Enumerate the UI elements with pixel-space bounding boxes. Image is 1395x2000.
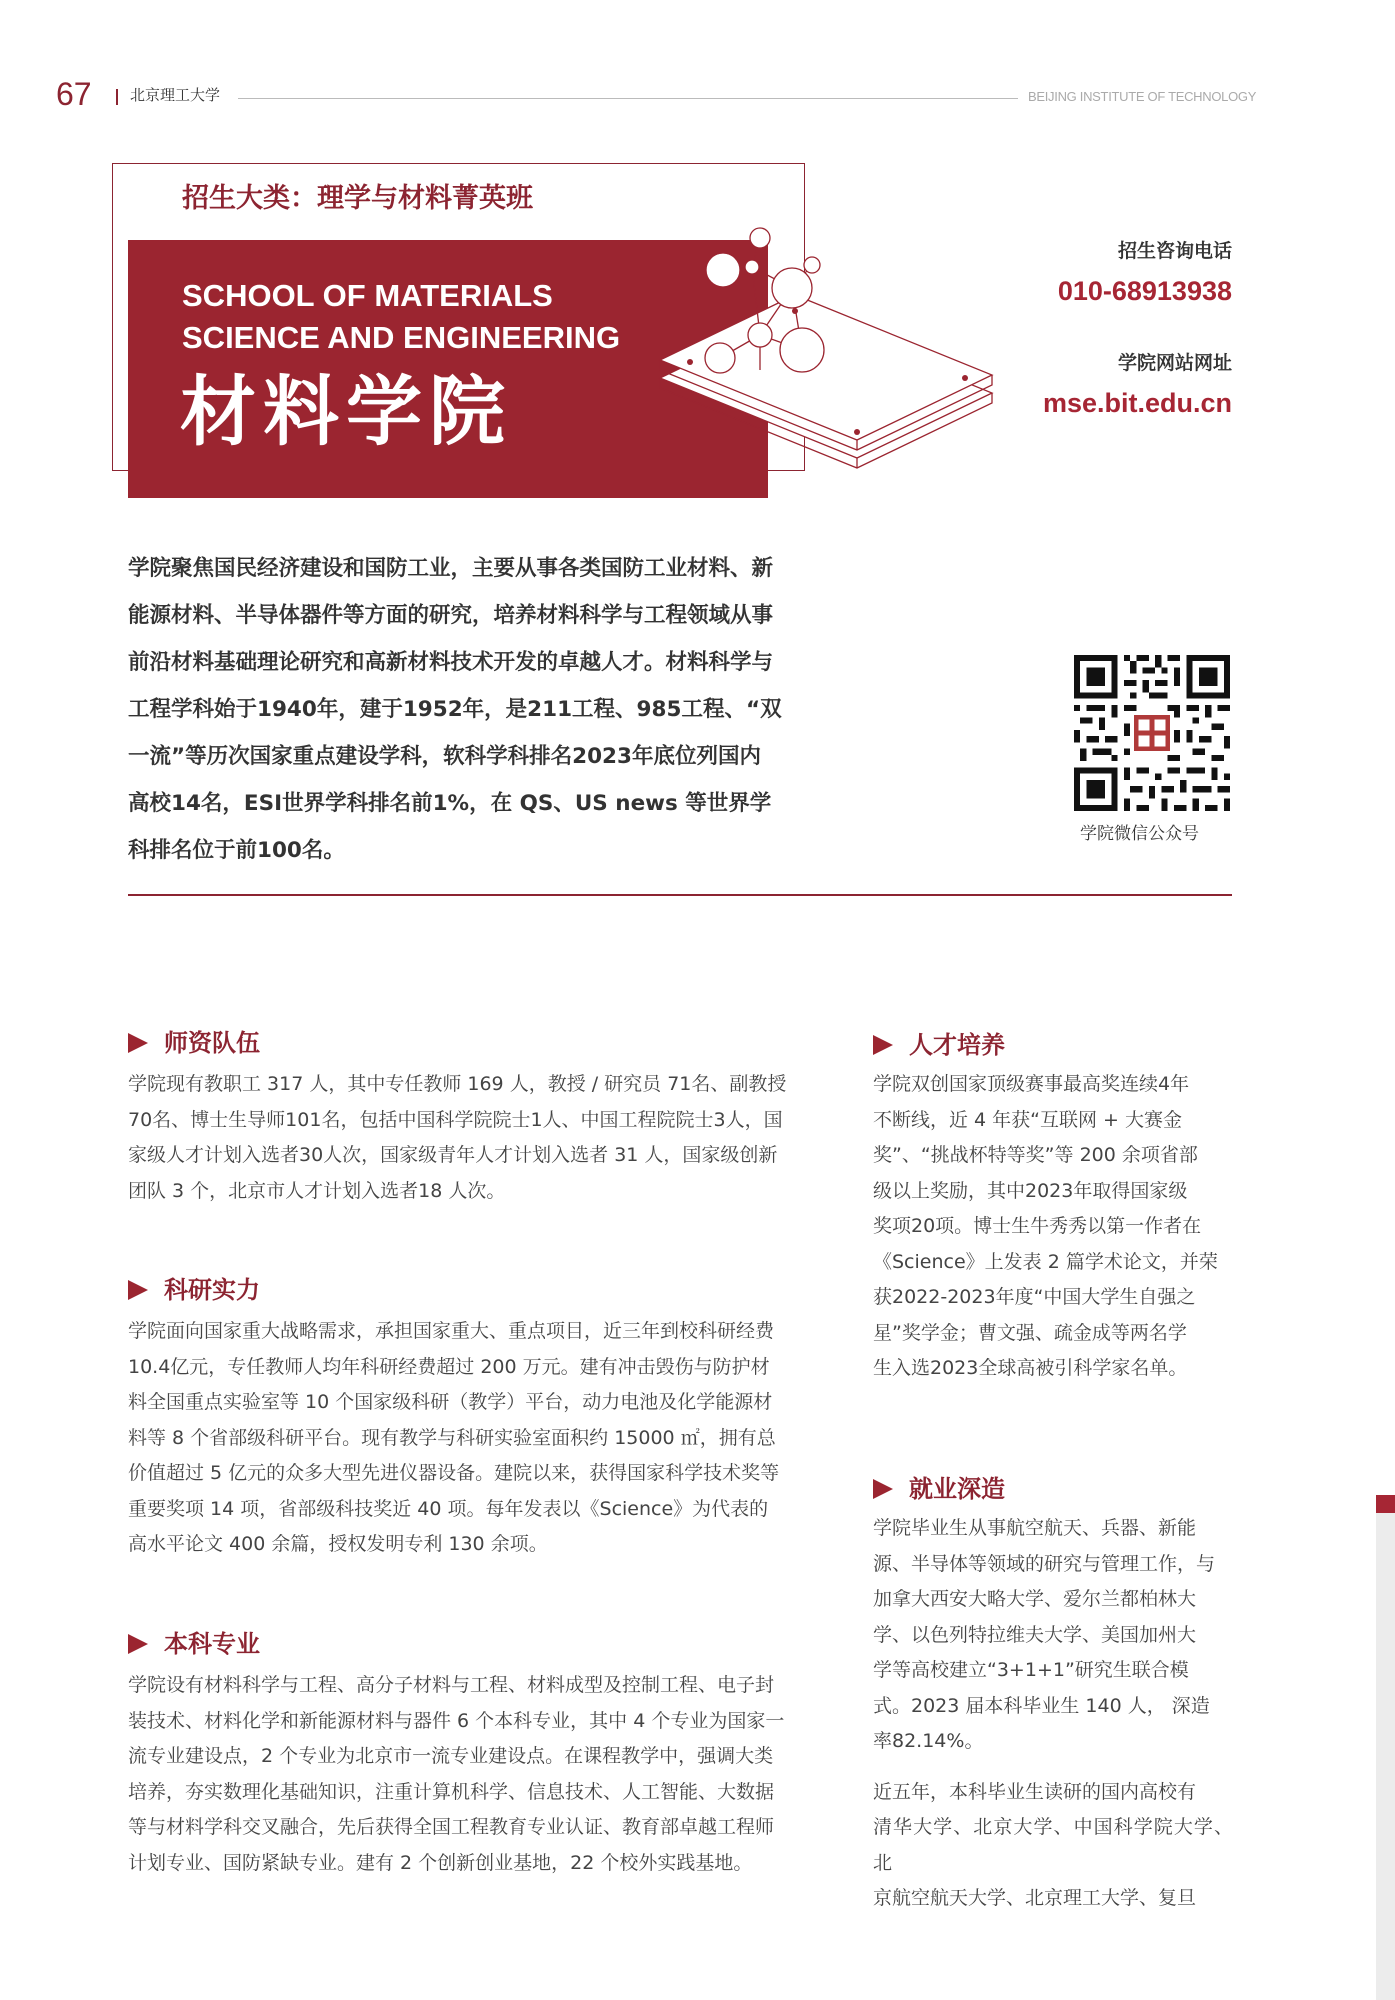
section-title-text: 就业深造 bbox=[909, 1475, 1005, 1503]
paragraph-line: 奖项20项。博士生牛秀秀以第一作者在 bbox=[873, 1215, 1202, 1237]
section-undergrad bbox=[128, 1632, 820, 1881]
qr-caption: 学院微信公众号 bbox=[1080, 824, 1199, 844]
section-body bbox=[873, 1511, 1233, 1760]
paragraph-line: 星”奖学金；曹文强、疏金成等两名学 bbox=[873, 1321, 1187, 1344]
paragraph-line: 式。2023 届本科毕业生 140 人， 深造 bbox=[873, 1694, 1210, 1717]
paragraph-line: 培养，夯实数理化基础知识，注重计算机科学、信息技术、人工智能、大数据 bbox=[128, 1780, 775, 1803]
section-employment bbox=[873, 1477, 1233, 1917]
intro-line: 一流”等历次国家重点建设学科，软科学科排名2023年底位列国内 bbox=[128, 744, 761, 769]
paragraph-line: 近五年，本科毕业生读研的国内高校有 bbox=[873, 1780, 1197, 1803]
flag-icon bbox=[873, 1035, 893, 1055]
intro-line: 高校14名，ESI世界学科排名前1%，在 QS、US news 等世界学 bbox=[128, 791, 772, 816]
paragraph-line: 家级人才计划入选者30人次，国家级青年人才计划入选者 31 人，国家级创新 bbox=[128, 1144, 778, 1166]
section-divider bbox=[128, 894, 1232, 896]
paragraph-line: 计划专业、国防紧缺专业。建有 2 个创新创业基地，22 个校外实践基地。 bbox=[128, 1851, 753, 1874]
paragraph-line: 清华大学、北京大学、中国科学院大学、北 bbox=[873, 1816, 1233, 1874]
molecule-plate-illustration bbox=[640, 210, 1010, 530]
paragraph-line: 价值超过 5 亿元的众多大型先进仪器设备。建院以来，获得国家科学技术奖等 bbox=[128, 1462, 780, 1484]
admission-category: 招生大类：理学与材料菁英班 bbox=[182, 183, 533, 214]
section-title bbox=[128, 1031, 820, 1055]
paragraph-line: 高水平论文 400 余篇，授权发明专利 130 余项。 bbox=[128, 1533, 548, 1555]
paragraph-line: 装技术、材料化学和新能源材料与器件 6 个本科专业，其中 4 个专业为国家一 bbox=[128, 1709, 785, 1732]
paragraph-line: 流专业建设点，2 个专业为北京市一流专业建设点。在课程教学中，强调大类 bbox=[128, 1745, 774, 1767]
wechat-qr-code[interactable] bbox=[1074, 655, 1230, 811]
section-title bbox=[128, 1632, 820, 1656]
page-edge-strip bbox=[1376, 1513, 1395, 2000]
paragraph-line: 团队 3 个，北京市人才计划入选者18 人次。 bbox=[128, 1179, 506, 1202]
paragraph-line: 料全国重点实验室等 10 个国家级科研（教学）平台，动力电池及化学能源材 bbox=[128, 1391, 773, 1413]
paragraph-line: 不断线，近 4 年获“互联网 + 大赛金 bbox=[873, 1108, 1183, 1131]
paragraph-line: 生入选2023全球高被引科学家名单。 bbox=[873, 1357, 1188, 1379]
paragraph-line: 奖”、“挑战杯特等奖”等 200 余项省部 bbox=[873, 1144, 1198, 1166]
phone-label: 招生咨询电话 bbox=[1117, 240, 1232, 262]
section-body bbox=[128, 1067, 820, 1209]
section-title bbox=[873, 1033, 1233, 1057]
paragraph-line: 学院毕业生从事航空航天、兵器、新能 bbox=[873, 1517, 1197, 1539]
section-title bbox=[873, 1477, 1233, 1501]
paragraph-line: 学院现有教职工 317 人，其中专任教师 169 人，教授 / 研究员 71名、副教授 bbox=[128, 1073, 787, 1095]
section-body-continued bbox=[873, 1775, 1233, 1917]
paragraph-line: 学院双创国家顶级赛事最高奖连续4年 bbox=[873, 1073, 1190, 1095]
paragraph-line: 70名、博士生导师101名，包括中国科学院院士1人、中国工程院院士3人，国 bbox=[128, 1108, 783, 1131]
header-separator bbox=[116, 89, 118, 105]
section-research bbox=[128, 1278, 820, 1563]
section-talent bbox=[873, 1033, 1233, 1387]
paragraph-line: 学、以色列特拉维夫大学、美国加州大 bbox=[873, 1623, 1197, 1646]
section-faculty bbox=[128, 1031, 820, 1209]
school-name-en-line1: SCHOOL OF MATERIALS bbox=[182, 278, 553, 313]
paragraph-line: 学院面向国家重大战略需求，承担国家重大、重点项目，近三年到校科研经费 bbox=[128, 1320, 775, 1342]
website-label: 学院网站网址 bbox=[1117, 352, 1232, 374]
paragraph-line: 率82.14%。 bbox=[873, 1730, 984, 1752]
school-name-en bbox=[182, 275, 620, 359]
paragraph-line: 料等 8 个省部级科研平台。现有教学与科研实验室面积约 15000 ㎡，拥有总 bbox=[128, 1426, 776, 1449]
paragraph-line: 加拿大西安大略大学、爱尔兰都柏林大 bbox=[873, 1588, 1197, 1610]
section-body bbox=[873, 1067, 1233, 1387]
paragraph-line: 级以上奖励，其中2023年取得国家级 bbox=[873, 1179, 1188, 1202]
university-name-en: BEIJING INSTITUTE OF TECHNOLOGY bbox=[1028, 89, 1257, 104]
section-body bbox=[128, 1314, 820, 1563]
intro-paragraph bbox=[128, 545, 828, 874]
intro-line: 能源材料、半导体器件等方面的研究，培养材料科学与工程领域从事 bbox=[128, 603, 774, 628]
section-title-text: 科研实力 bbox=[164, 1276, 260, 1304]
intro-line: 科排名位于前100名。 bbox=[128, 838, 345, 863]
header-rule bbox=[238, 98, 1018, 99]
intro-line: 前沿材料基础理论研究和高新材料技术开发的卓越人才。材料科学与 bbox=[128, 650, 774, 675]
flag-icon bbox=[128, 1280, 148, 1300]
website-link[interactable]: mse.bit.edu.cn bbox=[1042, 388, 1232, 418]
section-title-text: 人才培养 bbox=[909, 1031, 1005, 1059]
paragraph-line: 京航空航天大学、北京理工大学、复旦 bbox=[873, 1887, 1197, 1909]
section-title-text: 师资队伍 bbox=[164, 1029, 260, 1057]
paragraph-line: 获2022-2023年度“中国大学生自强之 bbox=[873, 1286, 1196, 1308]
school-name-en-line2: SCIENCE AND ENGINEERING bbox=[182, 320, 621, 355]
paragraph-line: 源、半导体等领域的研究与管理工作，与 bbox=[873, 1552, 1216, 1575]
flag-icon bbox=[128, 1634, 148, 1654]
paragraph-line: 学等高校建立“3+1+1”研究生联合模 bbox=[873, 1659, 1189, 1681]
page-number: 67 bbox=[56, 76, 92, 112]
phone-number[interactable]: 010-68913938 bbox=[1057, 276, 1232, 306]
page-edge-tab bbox=[1376, 1495, 1395, 1513]
flag-icon bbox=[873, 1479, 893, 1499]
school-name-cn: 材料学院 bbox=[180, 367, 512, 456]
intro-line: 工程学科始于1940年，建于1952年，是211工程、985工程、“双 bbox=[128, 697, 782, 722]
section-body bbox=[128, 1668, 820, 1881]
flag-icon bbox=[128, 1033, 148, 1053]
paragraph-line: 重要奖项 14 项，省部级科技奖近 40 项。每年发表以《Science》为代表的 bbox=[128, 1497, 769, 1520]
section-title bbox=[128, 1278, 820, 1302]
intro-line: 学院聚焦国民经济建设和国防工业，主要从事各类国防工业材料、新 bbox=[128, 556, 774, 581]
paragraph-line: 等与材料学科交叉融合，先后获得全国工程教育专业认证、教育部卓越工程师 bbox=[128, 1816, 775, 1838]
paragraph-line: 《Science》上发表 2 篇学术论文，并荣 bbox=[873, 1250, 1218, 1273]
paragraph-line: 学院设有材料科学与工程、高分子材料与工程、材料成型及控制工程、电子封 bbox=[128, 1674, 775, 1696]
paragraph-line: 10.4亿元，专任教师人均年科研经费超过 200 万元。建有冲击毁伤与防护材 bbox=[128, 1355, 770, 1378]
university-name: 北京理工大学 bbox=[130, 86, 221, 104]
section-title-text: 本科专业 bbox=[164, 1630, 260, 1658]
